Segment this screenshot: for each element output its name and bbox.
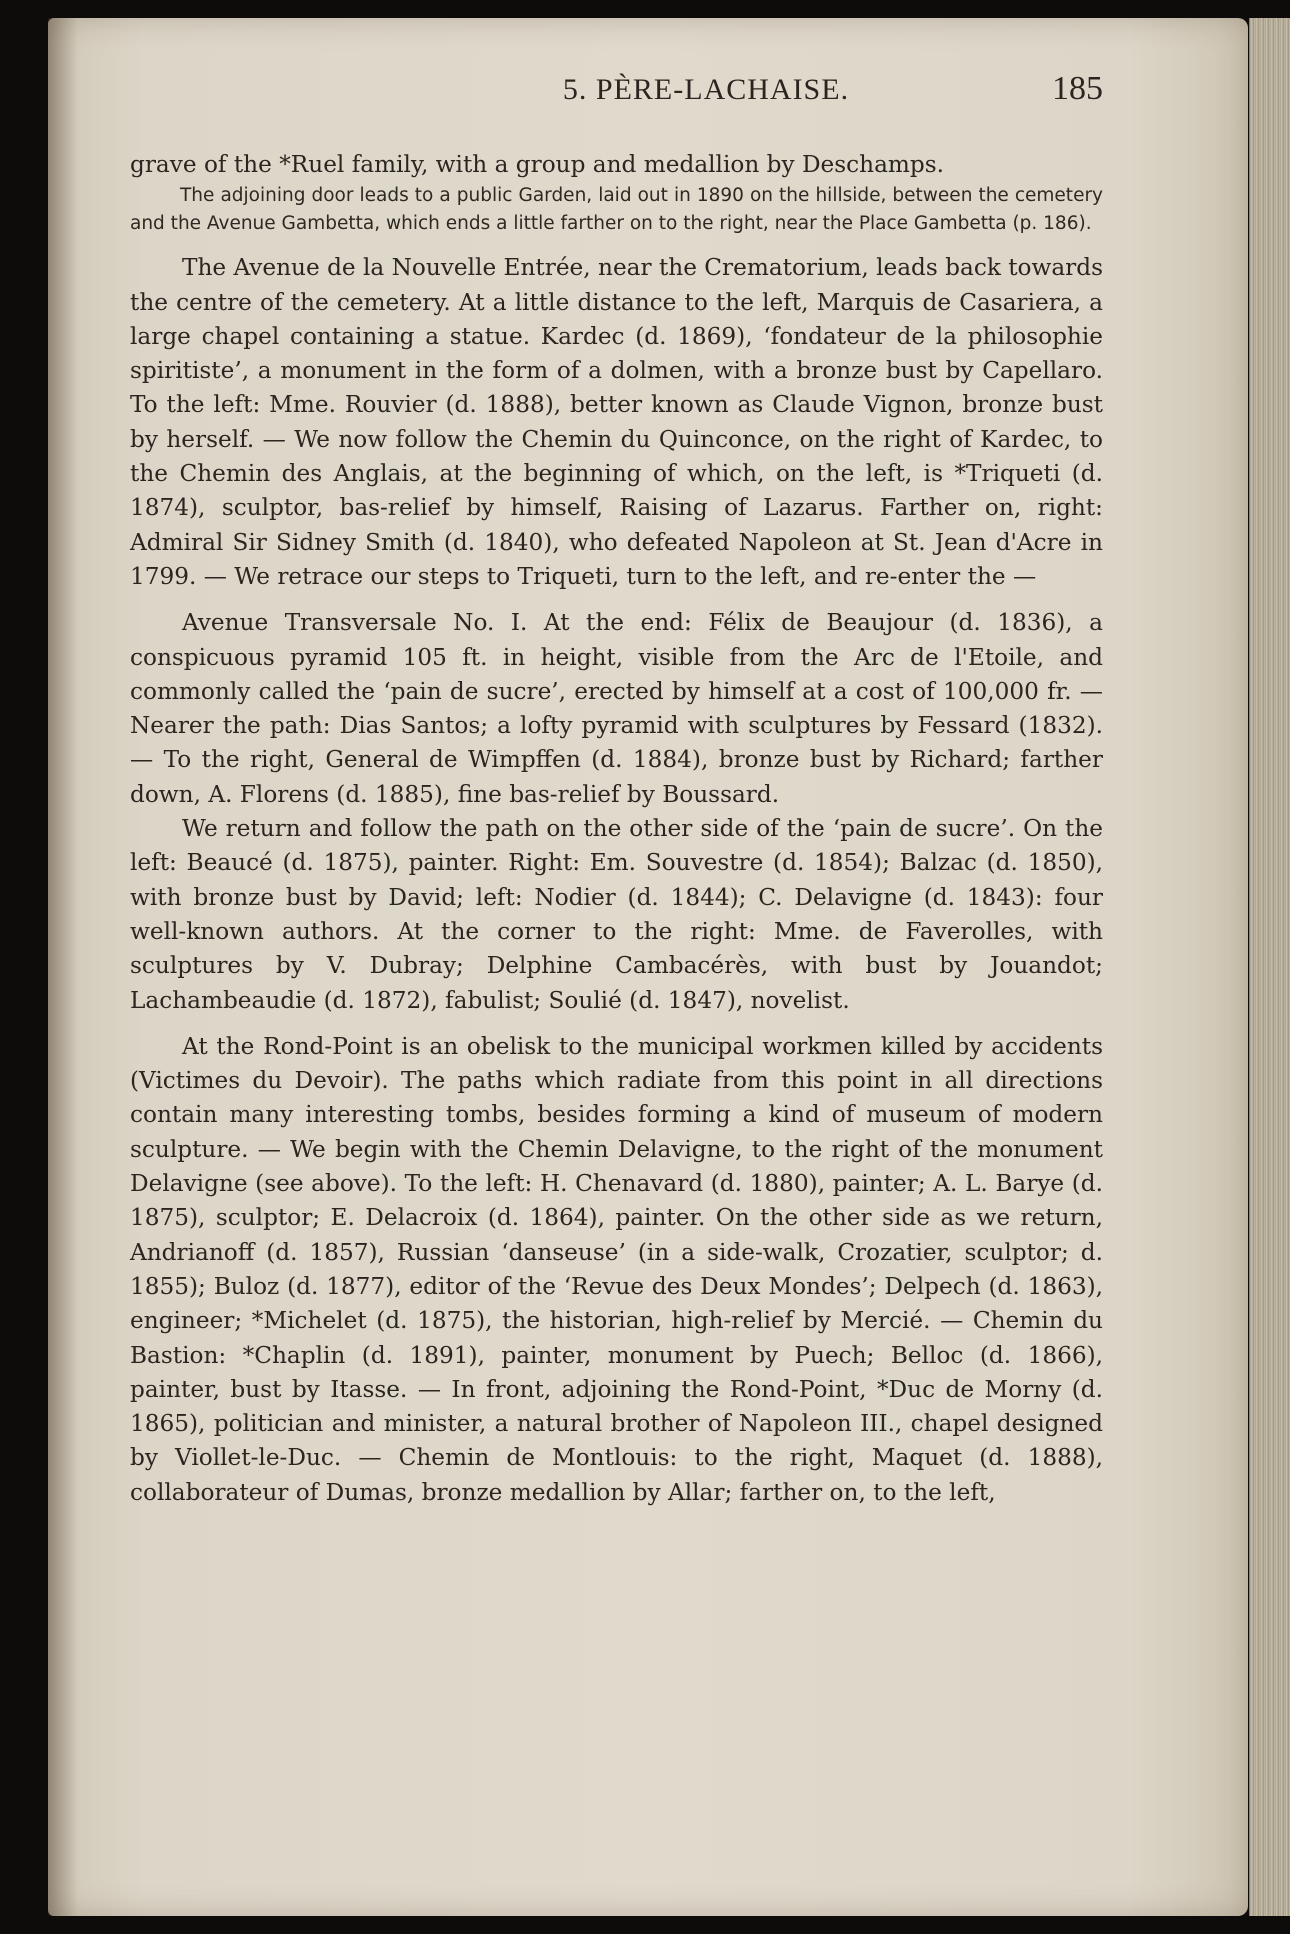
spine-shadow [48,18,78,1916]
page-text [130,70,1103,1510]
running-header [130,70,1103,126]
page-edges [1249,18,1290,1916]
page-number: 185 [1051,70,1103,107]
chapter-title: 5. PÈRE-LACHAISE. [562,73,850,106]
paragraph-small-print: The adjoining door leads to a public Garden, laid out in 1890 on the hillside, between the cemetery and the Avenue Gambetta, which ends a little farther on to the right, near the Place Gambetta (p. 186). [130,185,1103,234]
paragraph-1: grave of the *Ruel family, with a group and medallion by Deschamps. [130,151,945,178]
paragraph-rond-point: At the Rond-Point is an obelisk to the municipal workmen killed by accidents (Victimes du Devoir). The paths which radiate from this point in all directions contain many interesting tombs, besides forming a kind of museum of modern sculpture. — We begin with the Chemin Delavigne, to the right of the monument Delavigne (see above). To the left: H. Chenavard (d. 1880), painter; A. L. Barye (d. 1875), sculptor; E. Delacroix (d. 1864), painter. On the other side as we return, Andrianoff (d. 1857), Russian ‘danseuse’ (in a side-walk, Crozatier, sculptor; d. 1855); Buloz (d. 1877), editor of the ‘Revue des Deux Mondes’; Delpech (d. 1863), engineer; *Michelet (d. 1875), the historian, high-relief by Mercié. — Chemin du Bastion: *Chaplin (d. 1891), painter, monument by Puech; Belloc (d. 1866), painter, bust by Itasse. — In front, adjoining the Rond-Point, *Duc de Morny (d. 1865), politician and minister, a natural brother of Napoleon III., chapel designed by Viollet-le-Duc. — Chemin de Montlouis: to the right, Maquet (d. 1888), collaborateur of Dumas, bronze medallion by Allar; farther on, to the left, [130,1032,1103,1506]
paragraph-nouvelle-entree: The Avenue de la Nouvelle Entrée, near the Crematorium, leads back towards the centre of the cemetery. At a little distance to the left, Marquis de Casariera, a large chapel containing a statue. Kardec (d. 1869), ‘fondateur de la philosophie spiritiste’, a monument in the form of a dolmen, with a bronze bust by Capellaro. To the left: Mme. Rouvier (d. 1888), better known as Claude Vignon, bronze bust by herself. — We now follow the Chemin du Quinconce, on the right of Kardec, to the Chemin des Anglais, at the beginning of which, on the left, is *Triqueti (d. 1874), sculptor, bas-relief by himself, Raising of Lazarus. Farther on, right: Admiral Sir Sidney Smith (d. 1840), who defeated Napoleon at St. Jean d'Acre in 1799. — We retrace our steps to Triqueti, turn to the left, and re-enter the — [130,254,1104,590]
paragraph-pain-de-sucre: We return and follow the path on the other side of the ‘pain de sucre’. On the left: Beaucé (d. 1875), painter. Right: Em. Souvestre (d. 1854); Balzac (d. 1850), with bronze bust by David; left: Nodier (d. 1844); C. Delavigne (d. 1843): four well-known authors. At the corner to the right: Mme. de Faverolles, with sculptures by V. Dubray; Delphine Cambacérès, with bust by Jouandot; Lachambeaudie (d. 1872), fabulist; Soulié (d. 1847), novelist. [130,815,1103,1014]
paragraph-avenue-transversale: Avenue Transversale No. I. At the end: Félix de Beaujour (d. 1836), a conspicuous pyramid 105 ft. in height, visible from the Arc de l'Etoile, and commonly called the ‘pain de sucre’, erected by himself at a cost of 100,000 fr. — Nearer the path: Dias Santos; a lofty pyramid with sculptures by Fessard (1832). — To the right, General de Wimpffen (d. 1884), bronze bust by Richard; farther down, A. Florens (d. 1885), fine bas-relief by Boussard. [130,609,1103,808]
